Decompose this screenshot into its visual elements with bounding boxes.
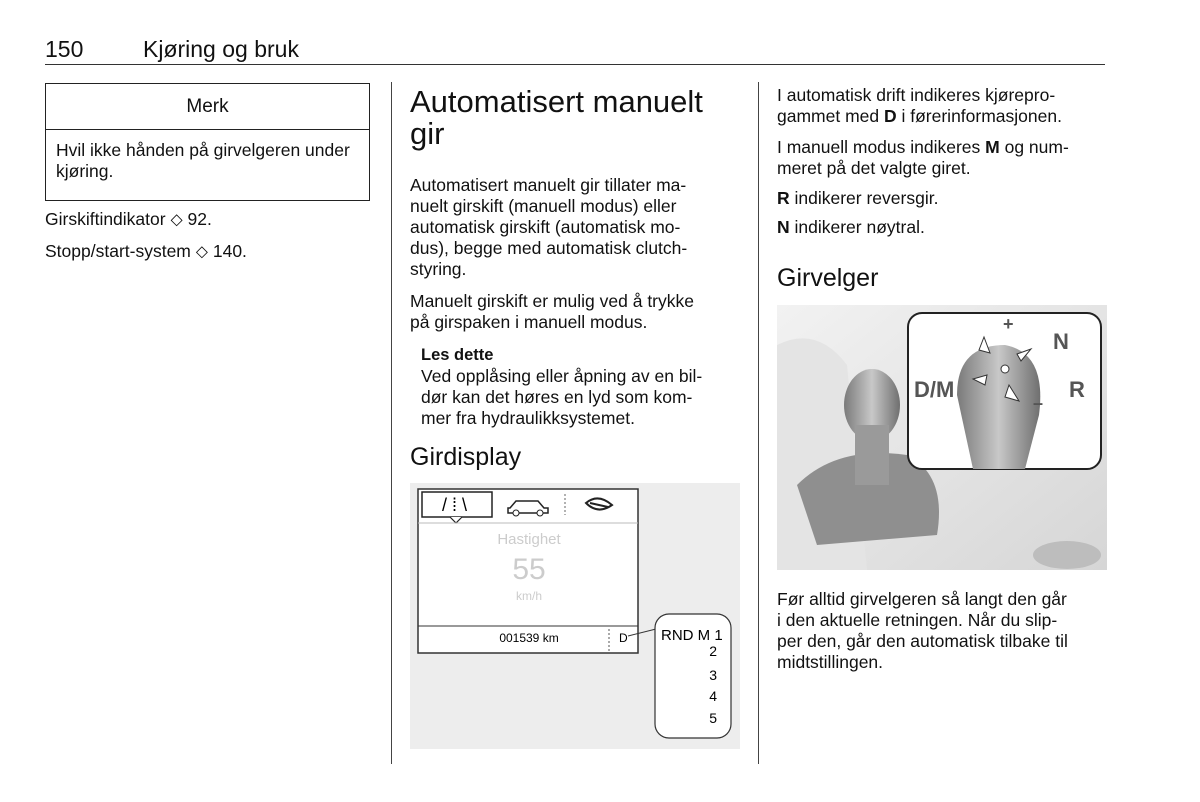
note-box [45, 83, 370, 201]
text-run: indikerer reversgir. [789, 188, 939, 208]
paragraph [777, 188, 938, 209]
gear-sequence: RND M 1 [661, 627, 723, 644]
odometer: 001539 km [499, 631, 559, 645]
gear-number: 3 [709, 667, 717, 683]
text-line: midtstillingen. [777, 652, 884, 672]
text-line [777, 106, 1107, 127]
speed-label: Hastighet [497, 531, 561, 548]
caution-block [421, 345, 751, 429]
bold-term: M [985, 137, 1000, 157]
text-line: I automatisk drift indikeres kjørepro- [777, 85, 1056, 105]
r-label: R [1069, 377, 1085, 402]
gear-number: 5 [709, 710, 717, 726]
speed-value: 55 [512, 553, 546, 586]
text-line: nuelt girskift (manuell modus) eller [410, 196, 677, 216]
text-line: styring. [410, 259, 467, 279]
header-rule [45, 64, 1105, 65]
note-title: Merk [46, 84, 369, 130]
text-line: mer fra hydraulikksystemet. [421, 408, 635, 428]
text-run: og num- [999, 137, 1069, 157]
text-line: Automatisert manuelt gir tillater ma- [410, 175, 687, 195]
gear-selector-illustration [777, 305, 1107, 570]
bold-term: D [883, 106, 897, 126]
text-run: i førerinformasjonen. [896, 106, 1062, 126]
paragraph [777, 217, 925, 238]
page-header-title: Kjøring og bruk [143, 36, 299, 62]
note-text: Hvil ikke hånden på girvelgeren under kjøring. [56, 140, 350, 181]
road-icon: / ⁞ \ [442, 495, 468, 515]
text-line: per den, går den automatisk tilbake til [777, 631, 1068, 651]
text-line: dør kan det høres en lyd som kom- [421, 387, 693, 407]
gear-number: 4 [709, 688, 717, 704]
text-line: Manuelt girskift er mulig ved å trykke [410, 291, 694, 311]
column-divider [391, 82, 392, 764]
text-line [777, 137, 1107, 158]
minus-label: – [1033, 393, 1044, 413]
gear-stem [855, 425, 889, 485]
plus-label: + [1003, 314, 1014, 334]
text-line: automatisk girskift (automatisk mo- [410, 217, 681, 237]
cup-holder [1033, 541, 1101, 569]
text-line: på girspaken i manuell modus. [410, 312, 648, 332]
dm-label: D/M [914, 377, 955, 402]
gear-display-illustration [410, 483, 740, 749]
text-run: indikerer nøytral. [789, 217, 925, 237]
page-number: 150 [45, 36, 84, 62]
heading-line: gir [410, 116, 445, 151]
text-line: Ved opplåsing eller åpning av en bil- [421, 366, 703, 386]
bold-term: N [777, 217, 790, 237]
text-run: gammet med [777, 106, 884, 126]
text-line: Før alltid girvelgeren så langt den går [777, 589, 1067, 609]
bold-term: R [777, 188, 790, 208]
subheading: Girvelger [777, 264, 879, 292]
section-heading [410, 86, 703, 150]
knob-center [1001, 365, 1009, 373]
subheading: Girdisplay [410, 443, 522, 471]
text-line: dus), begge med automatisk clutch- [410, 238, 688, 258]
paragraph [410, 291, 750, 333]
text-run: I manuell modus indikeres [777, 137, 986, 157]
text-line: i den aktuelle retningen. Når du slip- [777, 610, 1058, 630]
paragraph [777, 589, 1112, 673]
text-line: meret på det valgte giret. [777, 158, 971, 178]
cross-reference[interactable]: Stopp/start-system ⬦ 140. [45, 241, 247, 261]
column-divider [758, 82, 759, 764]
paragraph [777, 137, 1107, 179]
cross-reference[interactable]: Girskiftindikator ⬦ 92. [45, 209, 212, 229]
paragraph [410, 175, 750, 280]
speed-unit: km/h [515, 589, 543, 603]
gear-indicator: D [619, 631, 628, 645]
heading-line: Automatisert manuelt [410, 84, 703, 119]
gear-number: 2 [709, 643, 717, 659]
inset-knob [957, 345, 1040, 469]
paragraph [777, 85, 1107, 127]
caution-title: Les dette [421, 346, 494, 364]
n-label: N [1053, 329, 1069, 354]
